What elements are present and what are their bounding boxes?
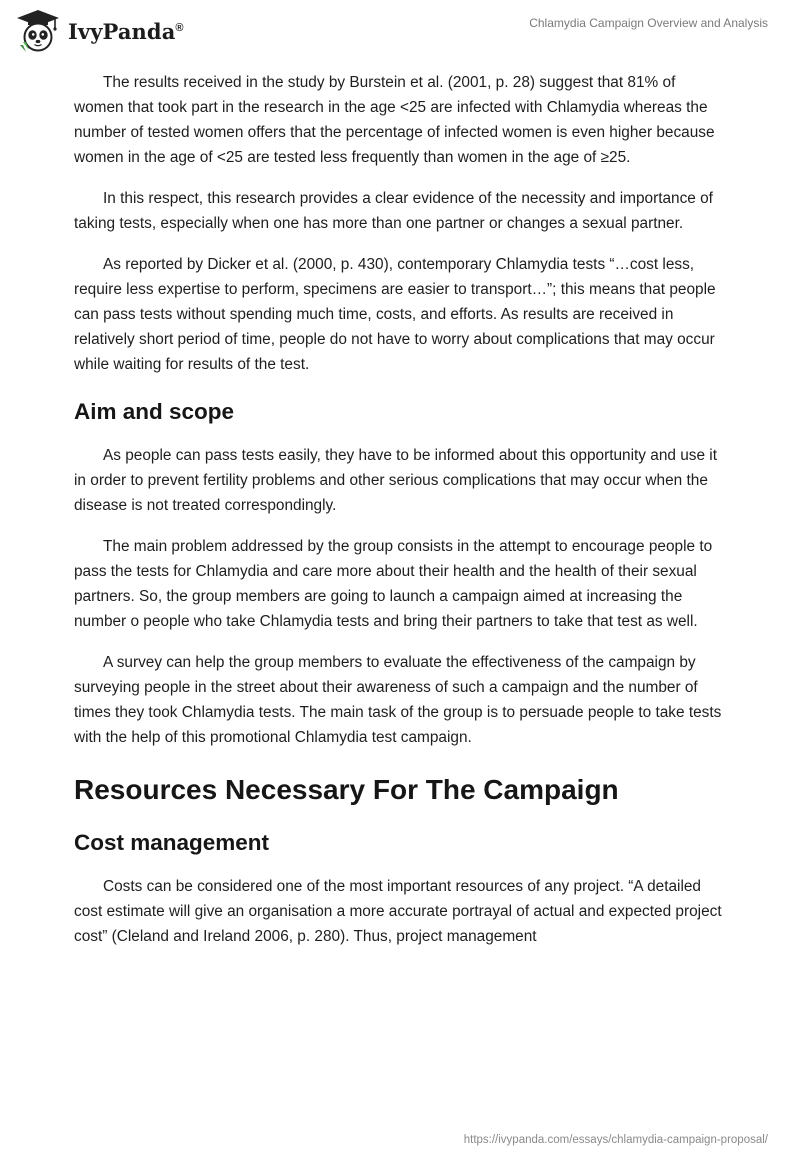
document-title: Chlamydia Campaign Overview and Analysis [529,16,768,30]
paragraph: The results received in the study by Burstein et al. (2001, p. 28) suggest that 81% of women that took part in the research in the age <25 are infected with Chlamydia whereas the number of tested women offers that the percentage of infected women is even higher because women in the age of <25 are tested less frequently than women in the age of ≥25. [74,74,715,166]
paragraph: In this respect, this research provides a clear evidence of the necessity and importance of taking tests, especially when one has more than one partner or changes a sexual partner. [74,190,713,232]
paragraph: As people can pass tests easily, they have to be informed about this opportunity and use it in order to prevent fertility problems and other serious complications that may occur when the disease is not treated correspondingly. [74,447,718,514]
essay-content [74,70,726,965]
paragraph: A survey can help the group members to evaluate the effectiveness of the campaign by surveying people in the street about their awareness of such a campaign and the number of times they took Chlamydia tests. The main task of the group is to persuade people to take tests with the help of this promotional Chlamydia test campaign. [74,654,722,746]
brand-name: IvyPanda® [68,18,184,44]
paragraph: As reported by Dicker et al. (2000, p. 430), contemporary Chlamydia tests “…cost less, require less expertise to perform, specimens are easier to transport…”; this means that people can pass tests without spending much time, costs, and efforts. As results are received in relatively short period of time, people do not have to worry about complications that may occur while waiting for results of the test. [74,256,716,373]
section-heading-aim: Aim and scope [74,399,235,424]
section-heading-resources: Resources Necessary For The Campaign [74,774,619,805]
page-header [0,0,800,60]
paragraph: The main problem addressed by the group consists in the attempt to encourage people to pass the tests for Chlamydia and care more about their health and the health of their sexual partners. So, the group members are going to launch a campaign aimed at increasing the number o people who take Chlamydia tests and bring their partners to take that test as well. [74,538,713,630]
source-url[interactable]: https://ivypanda.com/essays/chlamydia-campaign-proposal/ [463,1134,768,1146]
section-heading-cost: Cost management [74,830,270,855]
paragraph: Costs can be considered one of the most important resources of any project. “A detailed cost estimate will give an organisation a more accurate portrayal of actual and expected project cost” (Cleland and Ireland 2006, p. 280). Thus, project management [74,878,722,945]
registered-mark: ® [175,21,184,34]
brand-logo[interactable] [14,8,184,54]
panda-logo-icon [14,8,62,54]
